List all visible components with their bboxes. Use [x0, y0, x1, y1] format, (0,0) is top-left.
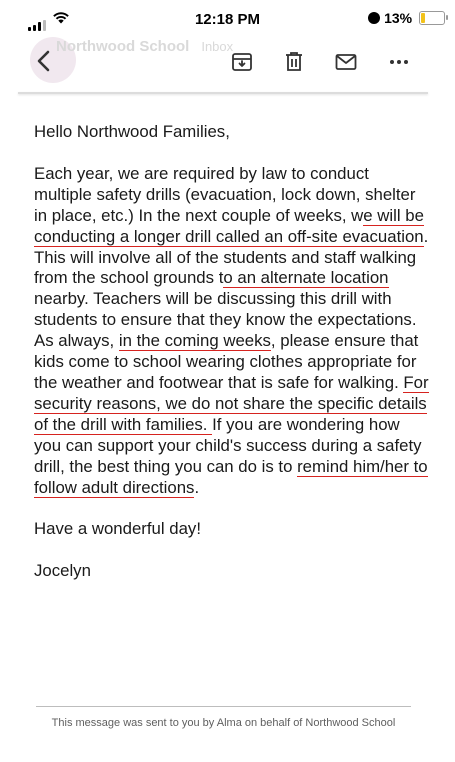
underlined-text-segment: e will be conducting a longer drill called an off-site evacuation [34, 205, 424, 246]
text-segment: . [194, 477, 200, 497]
email-body [34, 122, 430, 582]
email-signature: Jocelyn [34, 561, 91, 581]
battery-percent: 13% [384, 10, 413, 26]
underlined-text-segment: o an alternate location [223, 268, 389, 288]
archive-icon[interactable] [230, 50, 254, 74]
status-time: 12:18 PM [194, 11, 261, 28]
header-divider [18, 92, 428, 94]
email-footer: This message was sent to you by Alma on behalf of Northwood School [51, 717, 396, 729]
mail-icon[interactable] [334, 50, 358, 74]
battery-icon [419, 11, 445, 25]
more-icon[interactable] [387, 50, 411, 74]
footer-divider [36, 706, 411, 707]
text-segment: . This will involve all of the students and staff walking from the school grounds t [34, 226, 429, 288]
text-segment: If you are wondering how you can support your child's success during a safety drill, the best thing you can do is to [34, 414, 422, 476]
email-closing: Have a wonderful day! [34, 519, 201, 539]
back-chevron-icon[interactable] [32, 48, 58, 74]
text-segment: nearby. Teachers will be discussing this drill with students to ensure that they know the expectations. As always, [34, 289, 417, 351]
text-segment: Each year, we are required by law to conduct multiple safety drills (evacuation, lock down, shelter in place, etc.) In the next couple of weeks, w [34, 163, 416, 225]
underlined-text-segment: remind him/her to follow adult directions [34, 456, 428, 497]
text-segment: , please ensure that kids come to school wearing clothes appropriate for the weather and footwear that is safe for walking. [34, 331, 419, 392]
email-greeting: Hello Northwood Families, [34, 122, 230, 141]
underlined-text-segment: For security reasons, we do not share the specific details of the drill with families. [34, 372, 429, 434]
trash-icon[interactable] [282, 50, 306, 74]
underlined-text-segment: in the coming weeks [118, 331, 271, 351]
alarm-icon [368, 12, 380, 24]
sender-name-faded: Northwood School Inbox [56, 38, 234, 55]
email-main-paragraph [34, 164, 430, 499]
status-bar [0, 0, 455, 36]
